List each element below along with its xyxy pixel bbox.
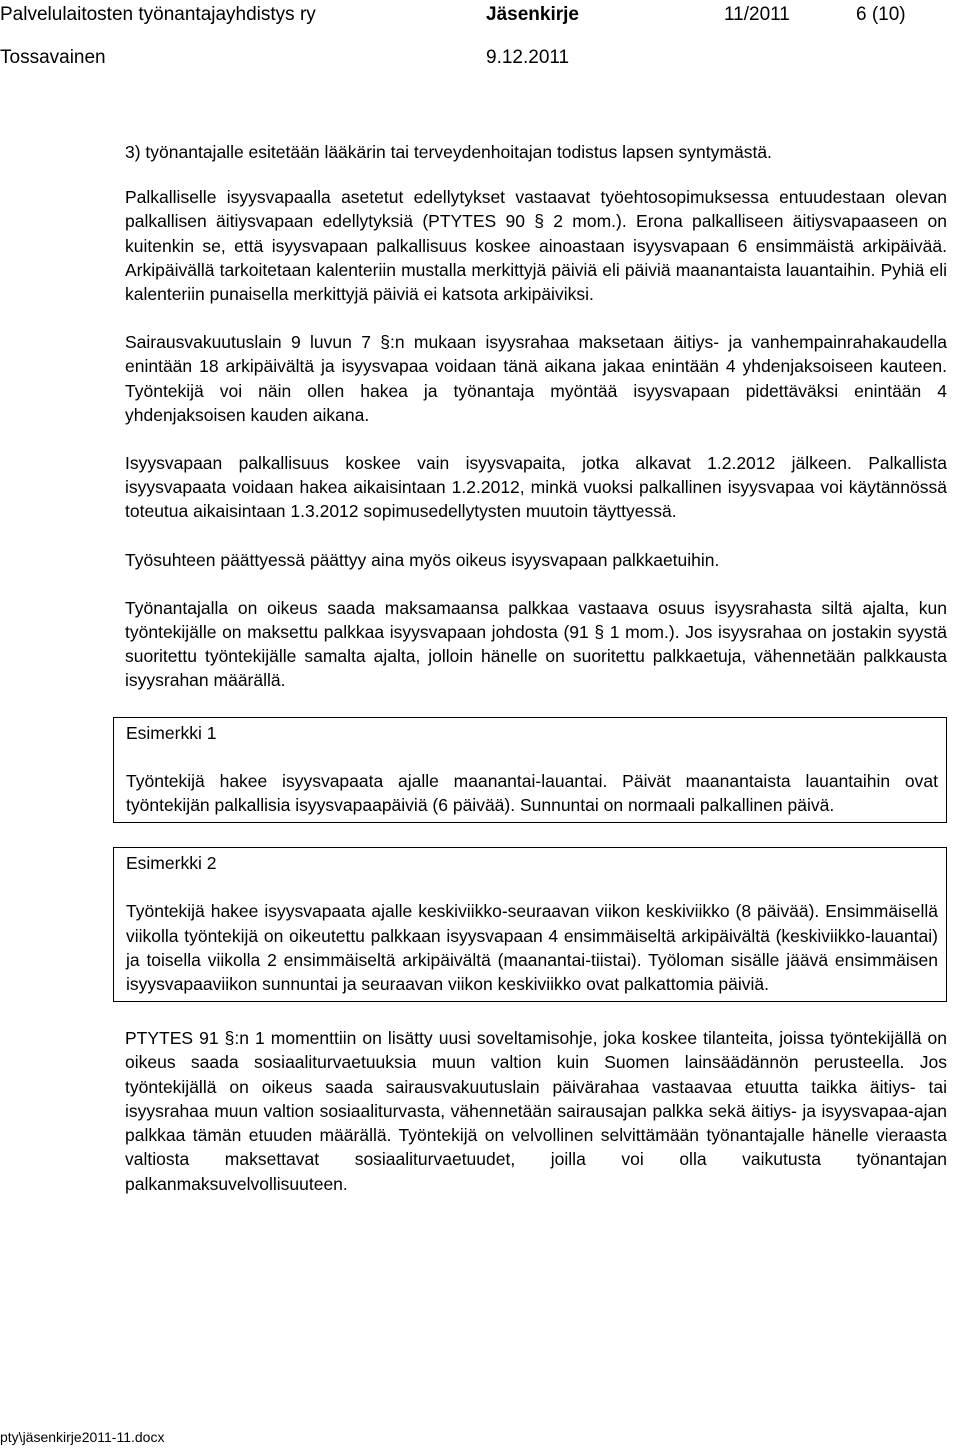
paragraph-termination: Työsuhteen päättyessä päättyy aina myös oikeus isyysvapaan palkkaetuihin.: [125, 549, 720, 570]
document-date: 9.12.2011: [486, 47, 570, 68]
page-number: 6 (10): [856, 4, 906, 25]
paragraph-sickness-insurance: Sairausvakuutuslain 9 luvun 7 §:n mukaan isyysrahaa maksetaan äitiys- ja vanhempainrahakaudella enintään 18 arkipäivältä ja isyysvapaa voidaan tänä aikana jakaa enintään 4 yhdenjaksoiseen kauteen. Työntekijä voi näin ollen hakea ja työnantaja myöntää isyysvapaan pidettäväksi enintään 4 yhdenjaksoisen kauden aikana.: [125, 332, 947, 425]
footer-file-path: pty\jäsenkirje2011-11.docx: [0, 1429, 165, 1445]
example-title-2: Esimerkki 2: [126, 853, 217, 874]
paragraph-conditions: Palkalliselle isyysvapaalla asetetut edellytykset vastaavat työehtosopimuksessa entuudestaan olevan palkallisen äitiysvapaan edellytyksiä (PTYTES 90 § 2 mom.). Erona palkalliseen äitiysvapaaseen on kuitenkin se, että isyysvapaan palkallisuus koskee ainoastaan isyysvapaan 6 ensimmäistä arkipäivää. Arkipäivällä tarkoitetaan kalenteriin mustalla merkittyjä päiviä eli päiviä maanantaista lauantaihin. Pyhiä eli kalenteriin punaisella merkittyjä päiviä ei katsota arkipäiviksi.: [125, 187, 947, 305]
organization-name: Palvelulaitosten työnantajayhdistys ry: [0, 4, 316, 25]
document-number: 11/2011: [724, 4, 790, 25]
document-body: [125, 140, 947, 1220]
list-item-3: 3) työnantajalle esitetään lääkärin tai terveydenhoitajan todistus lapsen syntymästä.: [125, 142, 772, 162]
example-title-1: Esimerkki 1: [126, 722, 217, 743]
example-text-1: Työntekijä hakee isyysvapaata ajalle maanantai-lauantai. Päivät maanantaista lauantaihin ovat työntekijän palkallisia isyysvapaapäiviä (6 päivää). Sunnuntai on normaali palkallinen päivä.: [126, 770, 938, 816]
paragraph-effective-date: Isyysvapaan palkallisuus koskee vain isyysvapaita, jotka alkavat 1.2.2012 jälkeen. Palkallista isyysvapaata voidaan hakea aikaisintaan 1.2.2012, minkä vuoksi palkallinen isyysvapaa voi käytännössä toteutua aikaisintaan 1.3.2012 sopimusedellytysten muutoin täyttyessä.: [125, 453, 947, 522]
paragraph-employer-reimbursement: Työnantajalla on oikeus saada maksamaansa palkkaa vastaava osuus isyysrahasta siltä ajalta, kun työntekijälle on maksettu palkkaa isyysvapaan johdosta (91 § 1 mom.). Jos isyysrahaa on jostakin syystä suoritettu työntekijälle samalta ajalta, jolloin hänelle on suoritettu palkkaetuja, vähennetään palkkausta isyysrahan määrällä.: [125, 597, 947, 691]
document-type: Jäsenkirje: [486, 4, 579, 25]
example-box-1: [113, 717, 947, 824]
paragraph-foreign-benefits: PTYTES 91 §:n 1 momenttiin on lisätty uusi soveltamisohje, joka koskee tilanteita, joissa työntekijällä on oikeus saada sosiaaliturvaetuuksia muun valtion kuin Suomen lainsäädännön perusteella. Jos työntekijällä on oikeus saada sairausvakuutuslain päivärahaa vastaavaa etuutta taikka äitiys- tai isyysrahaa muun valtion sosiaaliturvasta, vähennetään sairausajan palkka sekä äitiys- ja isyysvapaa-ajan palkkaa tämän etuuden määrällä. Työntekijä on velvollinen selvittämään työnantajalle hänelle vieraasta valtiosta maksettavat sosiaaliturvaetuudet, joilla voi olla vaikutusta työnantajan palkanmaksuvelvollisuuteen.: [125, 1028, 947, 1194]
author-name: Tossavainen: [0, 47, 106, 68]
example-text-2: Työntekijä hakee isyysvapaata ajalle keskiviikko-seuraavan viikon keskiviikko (8 päivää). Ensimmäisellä viikolla työntekijä on oikeutettu palkkaan isyysvapaan 4 ensimmäiseltä arkipäivältä (keskiviikko-lauantai) ja toisella viikolla 2 ensimmäiseltä arkipäivältä (maanantai-tiistai). Työloman sisälle jäävä ensimmäisen isyysvapaaviikon sunnuntai ja seuraavan viikon keskiviikko ovat palkattomia päiviä.: [126, 901, 938, 995]
example-box-2: [113, 847, 947, 1002]
